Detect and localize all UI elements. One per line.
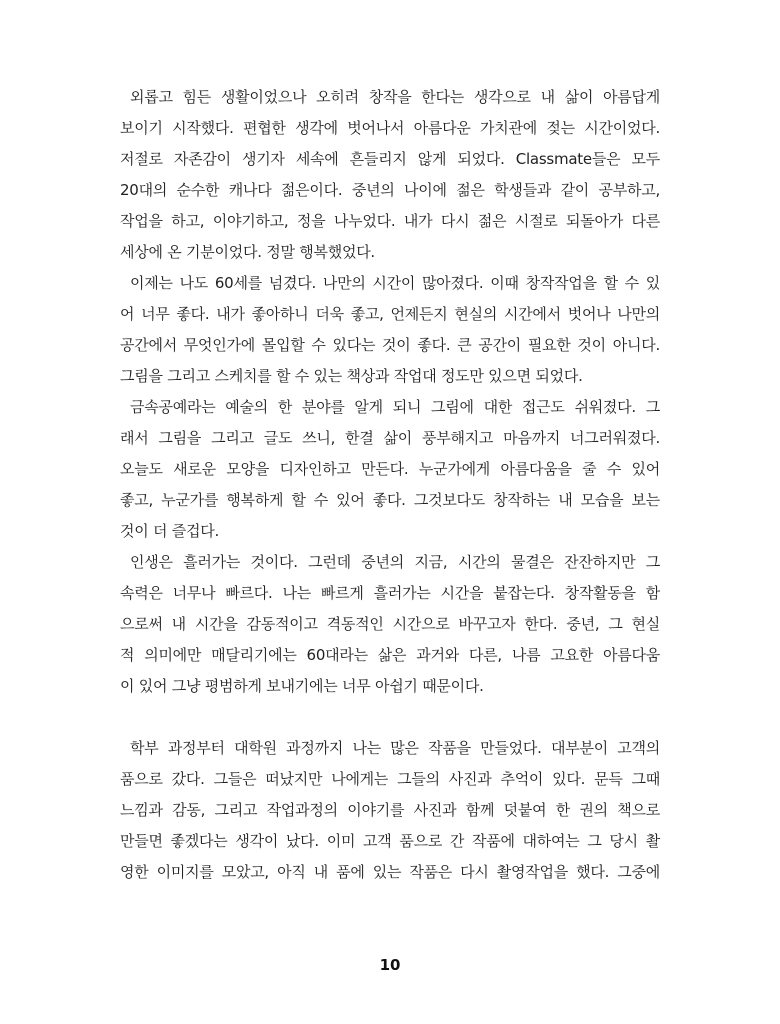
text-line: 금속공예라는 예술의 한 분야를 알게 되니 그림에 대한 접근도 쉬워졌다. 그 (130, 398, 660, 416)
text-line: 만들면 좋겠다는 생각이 났다. 이미 고객 품으로 간 작품에 대하여는 그 당시 촬 (120, 832, 660, 850)
text-line: 이제는 나도 60세를 넘겼다. 나만의 시간이 많아졌다. 이때 창작작업을 할 수 있 (130, 274, 660, 292)
text-line: 저절로 자존감이 생기자 세속에 흔들리지 않게 되었다. Classmate들은 모두 (120, 150, 660, 168)
text-line: 인생은 흘러가는 것이다. 그런데 중년의 지금, 시간의 물결은 잔잔하지만 그 (130, 553, 660, 571)
body-text (120, 82, 660, 888)
text-line: 래서 그림을 그리고 글도 쓰니, 한결 삶이 풍부해지고 마음까지 너그러워졌다. (120, 429, 660, 447)
paragraph-gap (120, 702, 660, 733)
text-line: 세상에 온 기분이었다. 정말 행복했었다. (120, 243, 375, 261)
text-line: 20대의 순수한 캐나다 젊은이다. 중년의 나이에 젊은 학생들과 같이 공부하고, (120, 181, 660, 199)
text-line: 공간에서 무엇인가에 몰입할 수 있다는 것이 좋다. 큰 공간이 필요한 것이 아니다. (120, 336, 660, 354)
text-line: 이 있어 그냥 평범하게 보내기에는 너무 아쉽기 때문이다. (120, 677, 484, 695)
text-line: 적 의미에만 매달리기에는 60대라는 삶은 과거와 다른, 나름 고요한 아름다움 (120, 646, 660, 664)
text-line: 것이 더 즐겁다. (120, 522, 219, 540)
text-line: 보이기 시작했다. 편협한 생각에 벗어나서 아름다운 가치관에 젖는 시간이었다. (120, 119, 660, 137)
text-line: 영한 이미지를 모았고, 아직 내 품에 있는 작품은 다시 촬영작업을 했다. 그중에 (120, 863, 660, 881)
text-line: 으로써 내 시간을 감동적이고 격동적인 시간으로 바꾸고자 한다. 중년, 그 현실 (120, 615, 660, 633)
text-line: 작업을 하고, 이야기하고, 정을 나누었다. 내가 다시 젊은 시절로 되돌아가 다른 (120, 212, 660, 230)
text-line: 학부 과정부터 대학원 과정까지 나는 많은 작품을 만들었다. 대부분이 고객의 (130, 739, 660, 757)
text-line: 외롭고 힘든 생활이었으나 오히려 창작을 한다는 생각으로 내 삶이 아름답게 (130, 88, 660, 106)
text-line: 오늘도 새로운 모양을 디자인하고 만든다. 누군가에게 아름다움을 줄 수 있어 (120, 460, 660, 478)
paragraph-5 (120, 733, 660, 888)
text-line: 속력은 너무나 빠르다. 나는 빠르게 흘러가는 시간을 붙잡는다. 창작활동을 함 (120, 584, 660, 602)
text-line: 느낌과 감동, 그리고 작업과정의 이야기를 사진과 함께 덧붙여 한 권의 책으로 (120, 801, 660, 819)
paragraph-1 (120, 82, 660, 268)
page-number: 10 (379, 956, 401, 974)
text-line: 좋고, 누군가를 행복하게 할 수 있어 좋다. 그것보다도 창작하는 내 모습을 보는 (120, 491, 660, 509)
text-line: 품으로 갔다. 그들은 떠났지만 나에게는 그들의 사진과 추억이 있다. 문득 그때 (120, 770, 660, 788)
paragraph-3 (120, 392, 660, 547)
paragraph-2 (120, 268, 660, 392)
paragraph-4 (120, 547, 660, 702)
text-line: 어 너무 좋다. 내가 좋아하니 더욱 좋고, 언제든지 현실의 시간에서 벗어나 나만의 (120, 305, 660, 323)
text-line: 그림을 그리고 스케치를 할 수 있는 책상과 작업대 정도만 있으면 되었다. (120, 367, 583, 385)
